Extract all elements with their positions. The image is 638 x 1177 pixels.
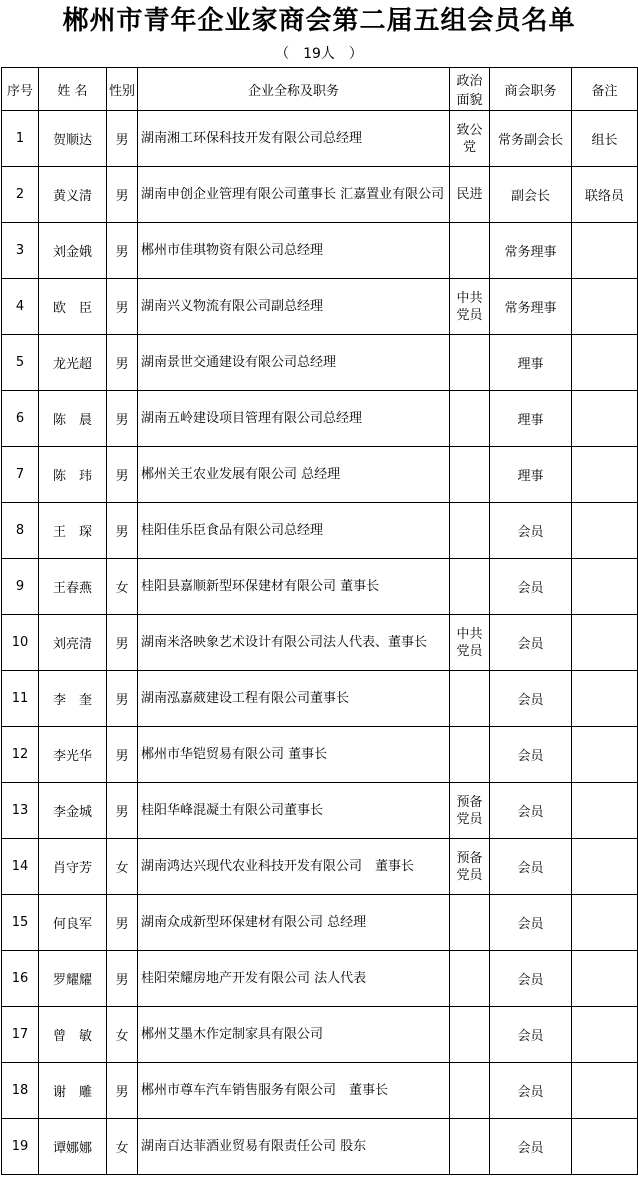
cell-name: 龙光超 [39, 335, 107, 391]
cell-index: 12 [2, 727, 39, 783]
table-row [2, 727, 638, 783]
table-row [2, 615, 638, 671]
cell-index: 1 [2, 111, 39, 167]
cell-gender: 男 [107, 1063, 138, 1119]
cell-company: 郴州市尊车汽车销售服务有限公司 董事长 [138, 1063, 450, 1119]
cell-name: 谢 雕 [39, 1063, 107, 1119]
cell-name: 刘亮清 [39, 615, 107, 671]
header-politics-line2: 面貌 [456, 93, 483, 108]
cell-index: 15 [2, 895, 39, 951]
cell-name: 谭娜娜 [39, 1119, 107, 1175]
cell-gender: 女 [107, 1119, 138, 1175]
cell-name: 贺顺达 [39, 111, 107, 167]
cell-role: 会员 [490, 727, 572, 783]
cell-gender: 女 [107, 559, 138, 615]
cell-role: 常务理事 [490, 223, 572, 279]
cell-name: 肖守芳 [39, 839, 107, 895]
cell-company: 湖南众成新型环保建材有限公司 总经理 [138, 895, 450, 951]
cell-role: 会员 [490, 615, 572, 671]
header-row [2, 68, 638, 111]
cell-politics [450, 503, 490, 559]
table-row [2, 839, 638, 895]
header-index: 序号 [2, 68, 39, 111]
cell-index: 11 [2, 671, 39, 727]
table-row [2, 447, 638, 503]
header-politics-line1: 政治 [456, 74, 483, 89]
cell-company: 湖南申创企业管理有限公司董事长 汇嘉置业有限公司 [138, 167, 450, 223]
cell-gender: 女 [107, 1007, 138, 1063]
cell-remarks [572, 1007, 638, 1063]
cell-gender: 男 [107, 335, 138, 391]
cell-role: 理事 [490, 447, 572, 503]
header-remarks: 备注 [572, 68, 638, 111]
cell-politics [450, 1063, 490, 1119]
cell-role: 理事 [490, 391, 572, 447]
cell-remarks [572, 391, 638, 447]
cell-company: 湖南鸿达兴现代农业科技开发有限公司 董事长 [138, 839, 450, 895]
table-row [2, 895, 638, 951]
cell-index: 9 [2, 559, 39, 615]
cell-remarks [572, 839, 638, 895]
cell-gender: 男 [107, 615, 138, 671]
cell-remarks [572, 615, 638, 671]
cell-index: 5 [2, 335, 39, 391]
cell-politics [450, 559, 490, 615]
cell-index: 10 [2, 615, 39, 671]
cell-index: 2 [2, 167, 39, 223]
table-row [2, 503, 638, 559]
table-row [2, 671, 638, 727]
cell-index: 14 [2, 839, 39, 895]
cell-index: 4 [2, 279, 39, 335]
table-row [2, 1119, 638, 1175]
cell-name: 李金城 [39, 783, 107, 839]
cell-gender: 男 [107, 167, 138, 223]
cell-gender: 女 [107, 839, 138, 895]
cell-name: 王春燕 [39, 559, 107, 615]
cell-role: 会员 [490, 951, 572, 1007]
cell-index: 3 [2, 223, 39, 279]
cell-name: 欧 臣 [39, 279, 107, 335]
cell-remarks: 联络员 [572, 167, 638, 223]
cell-remarks [572, 1063, 638, 1119]
cell-remarks [572, 335, 638, 391]
cell-remarks [572, 279, 638, 335]
cell-role: 会员 [490, 895, 572, 951]
cell-gender: 男 [107, 727, 138, 783]
cell-politics: 民进 [450, 167, 490, 223]
cell-name: 黄义清 [39, 167, 107, 223]
cell-politics: 中共党员 [450, 615, 490, 671]
cell-company: 湖南米洛映象艺术设计有限公司法人代表、董事长 [138, 615, 450, 671]
cell-role: 会员 [490, 671, 572, 727]
cell-politics: 致公党 [450, 111, 490, 167]
cell-gender: 男 [107, 783, 138, 839]
cell-gender: 男 [107, 447, 138, 503]
table-row [2, 335, 638, 391]
header-name: 姓 名 [39, 68, 107, 111]
cell-gender: 男 [107, 951, 138, 1007]
cell-company: 湖南景世交通建设有限公司总经理 [138, 335, 450, 391]
table-row [2, 167, 638, 223]
cell-name: 陈 玮 [39, 447, 107, 503]
cell-politics [450, 447, 490, 503]
cell-name: 何良军 [39, 895, 107, 951]
cell-index: 18 [2, 1063, 39, 1119]
cell-politics [450, 895, 490, 951]
table-row [2, 391, 638, 447]
cell-role: 常务副会长 [490, 111, 572, 167]
table-row [2, 951, 638, 1007]
cell-name: 李 奎 [39, 671, 107, 727]
table-row [2, 223, 638, 279]
cell-role: 会员 [490, 559, 572, 615]
cell-gender: 男 [107, 111, 138, 167]
header-politics [450, 68, 490, 111]
cell-company: 郴州关王农业发展有限公司 总经理 [138, 447, 450, 503]
cell-name: 罗耀耀 [39, 951, 107, 1007]
cell-remarks [572, 559, 638, 615]
cell-index: 8 [2, 503, 39, 559]
member-count: （ 19人 ） [275, 46, 363, 62]
cell-remarks [572, 783, 638, 839]
cell-name: 李光华 [39, 727, 107, 783]
table-row [2, 279, 638, 335]
cell-gender: 男 [107, 671, 138, 727]
cell-company: 桂阳县嘉顺新型环保建材有限公司 董事长 [138, 559, 450, 615]
cell-company: 湖南五岭建设项目管理有限公司总经理 [138, 391, 450, 447]
page-title: 郴州市青年企业家商会第二届五组会员名单 [62, 6, 576, 36]
cell-company: 桂阳佳乐臣食品有限公司总经理 [138, 503, 450, 559]
cell-remarks [572, 727, 638, 783]
cell-politics [450, 1119, 490, 1175]
cell-name: 陈 晨 [39, 391, 107, 447]
cell-name: 王 琛 [39, 503, 107, 559]
header-gender: 性别 [107, 68, 138, 111]
cell-role: 会员 [490, 783, 572, 839]
cell-politics: 中共党员 [450, 279, 490, 335]
table-row [2, 111, 638, 167]
cell-politics [450, 335, 490, 391]
cell-remarks [572, 1119, 638, 1175]
member-table [1, 67, 638, 1175]
cell-company: 湖南百达菲酒业贸易有限责任公司 股东 [138, 1119, 450, 1175]
cell-company: 湖南兴义物流有限公司副总经理 [138, 279, 450, 335]
cell-remarks [572, 951, 638, 1007]
cell-company: 郴州市佳琪物资有限公司总经理 [138, 223, 450, 279]
cell-role: 会员 [490, 1119, 572, 1175]
cell-politics [450, 223, 490, 279]
table-row [2, 559, 638, 615]
cell-politics [450, 671, 490, 727]
cell-index: 7 [2, 447, 39, 503]
table-row [2, 783, 638, 839]
cell-remarks [572, 671, 638, 727]
cell-name: 曾 敏 [39, 1007, 107, 1063]
cell-role: 会员 [490, 839, 572, 895]
cell-role: 理事 [490, 335, 572, 391]
cell-remarks [572, 503, 638, 559]
cell-role: 常务理事 [490, 279, 572, 335]
cell-remarks: 组长 [572, 111, 638, 167]
cell-politics [450, 727, 490, 783]
cell-company: 郴州艾墨木作定制家具有限公司 [138, 1007, 450, 1063]
cell-gender: 男 [107, 895, 138, 951]
cell-name: 刘金娥 [39, 223, 107, 279]
cell-politics [450, 1007, 490, 1063]
table-row [2, 1063, 638, 1119]
cell-index: 19 [2, 1119, 39, 1175]
cell-company: 桂阳荣耀房地产开发有限公司 法人代表 [138, 951, 450, 1007]
cell-company: 桂阳华峰混凝土有限公司董事长 [138, 783, 450, 839]
cell-index: 13 [2, 783, 39, 839]
table-row [2, 1007, 638, 1063]
cell-politics [450, 391, 490, 447]
cell-role: 会员 [490, 1063, 572, 1119]
cell-politics: 预备党员 [450, 783, 490, 839]
cell-index: 17 [2, 1007, 39, 1063]
cell-company: 湖南泓嘉葳建设工程有限公司董事长 [138, 671, 450, 727]
cell-politics [450, 951, 490, 1007]
cell-gender: 男 [107, 279, 138, 335]
cell-gender: 男 [107, 391, 138, 447]
header-role: 商会职务 [490, 68, 572, 111]
cell-gender: 男 [107, 223, 138, 279]
cell-role: 会员 [490, 503, 572, 559]
cell-politics: 预备党员 [450, 839, 490, 895]
cell-company: 湖南湘工环保科技开发有限公司总经理 [138, 111, 450, 167]
cell-company: 郴州市华铠贸易有限公司 董事长 [138, 727, 450, 783]
cell-role: 会员 [490, 1007, 572, 1063]
cell-remarks [572, 895, 638, 951]
cell-gender: 男 [107, 503, 138, 559]
cell-remarks [572, 223, 638, 279]
cell-role: 副会长 [490, 167, 572, 223]
cell-remarks [572, 447, 638, 503]
header-company: 企业全称及职务 [138, 68, 450, 111]
cell-index: 6 [2, 391, 39, 447]
cell-index: 16 [2, 951, 39, 1007]
